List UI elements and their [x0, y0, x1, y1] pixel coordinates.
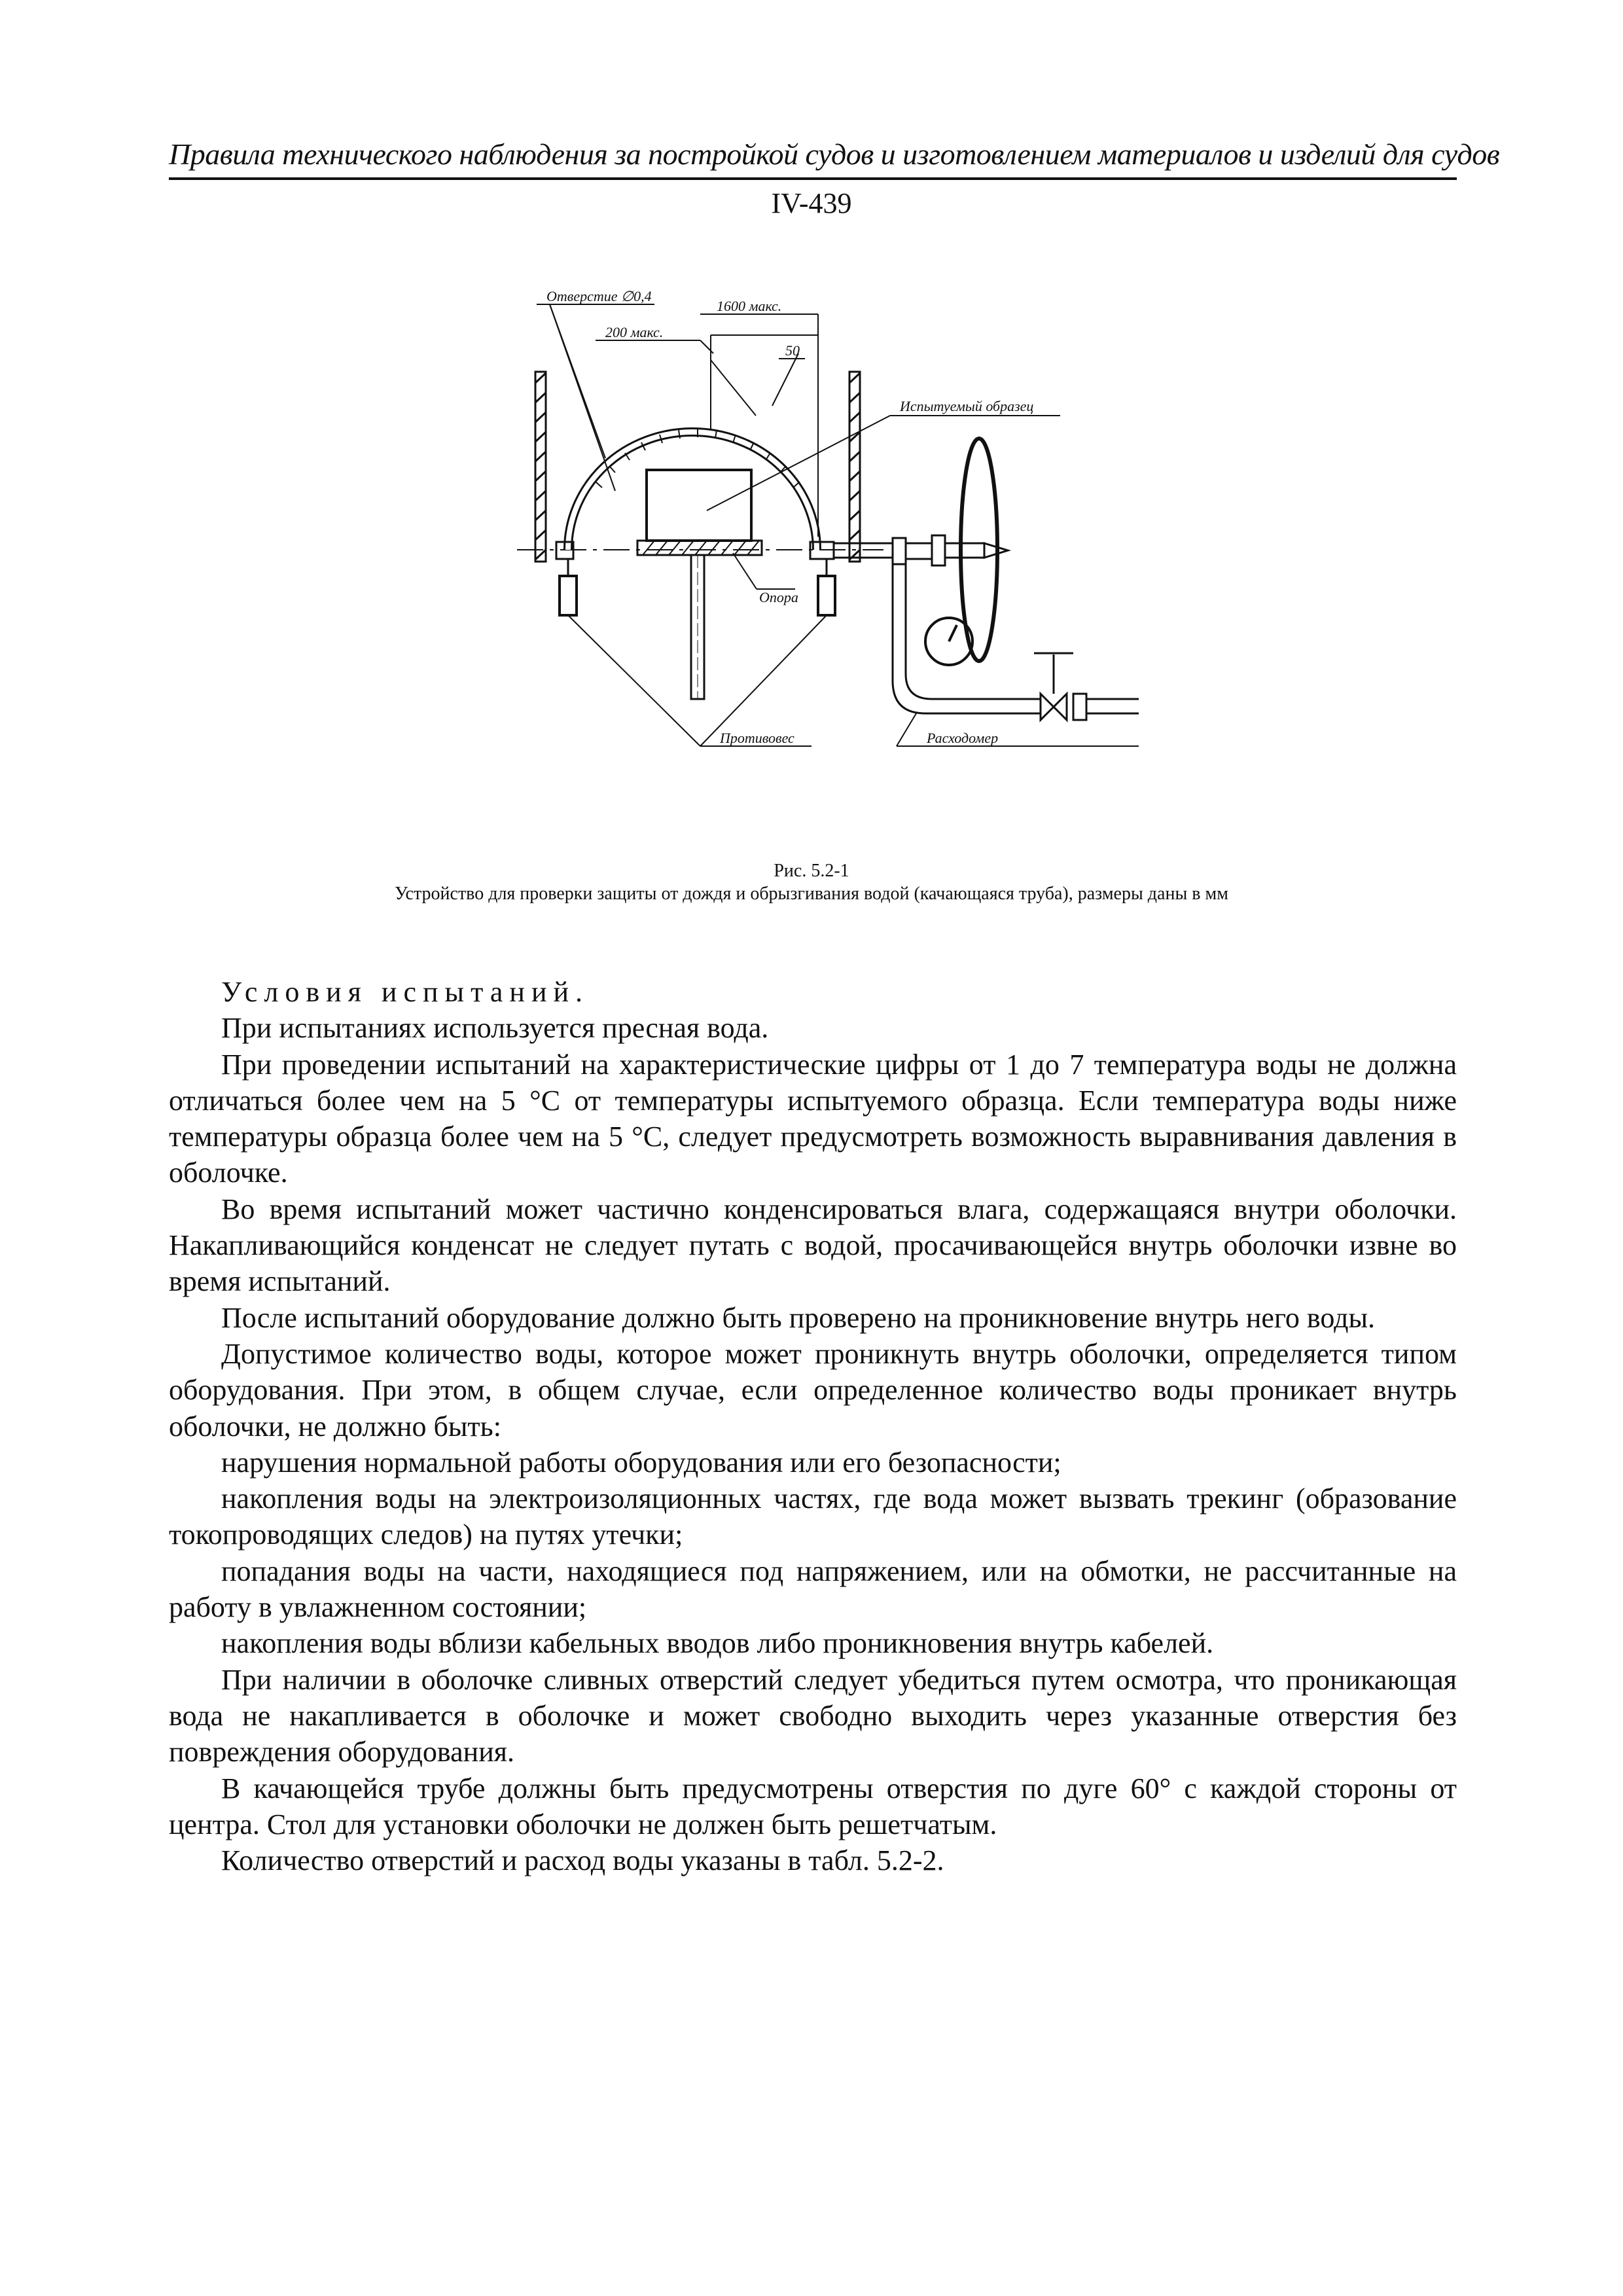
list-item: накопления воды на электроизоляционных частях, где вода может вызвать трекинг (образование токопроводящих следов) на путях утечки; — [169, 1482, 1457, 1551]
running-header-title: Правила технического наблюдения за постройкой судов и изготовлением материалов и изделий для судов — [169, 137, 1500, 171]
header-rule — [169, 177, 1457, 180]
oscillating-tube-arc — [568, 432, 817, 550]
list-item: накопления воды вблизи кабельных вводов либо проникновения внутрь кабелей. — [221, 1627, 1214, 1660]
label-hole: Отверстие ∅0,4 — [546, 288, 652, 304]
handwheel — [961, 439, 997, 661]
right-wall — [849, 372, 860, 562]
body-text — [169, 974, 1457, 1878]
figure-oscillating-tube-device — [497, 262, 1152, 785]
paragraph: При наличии в оболочке сливных отверстий следует убедиться путем осмотра, что проникающая вода не накапливается в оболочке и может свободно выходить через указанные отверстия без повреждения оборудования. — [169, 1663, 1457, 1768]
label-dim-50: 50 — [785, 342, 800, 359]
figure-caption-number: Рис. 5.2-1 — [774, 861, 849, 881]
support-table — [637, 541, 762, 555]
valve — [1034, 653, 1139, 720]
label-counterweight: Противовес — [720, 730, 794, 746]
figure-caption-text: Устройство для проверки защиты от дождя и обрызгивания водой (качающаяся труба), размеры даны в мм — [395, 884, 1228, 904]
paragraph: Количество отверстий и расход воды указаны в табл. 5.2-2. — [221, 1844, 944, 1877]
section-heading: Условия испытаний. — [221, 976, 590, 1008]
paragraph: При испытаниях используется пресная вода. — [221, 1012, 769, 1045]
test-sample-box — [647, 470, 751, 541]
label-dim-200: 200 макс. — [605, 324, 664, 340]
paragraph: Во время испытаний может частично конденсироваться влага, содержащаяся внутри оболочки. Накапливающийся конденсат не следует путать с водой, просачивающейся внутрь оболочки извне во время испытаний. — [169, 1193, 1457, 1298]
left-counterweight — [560, 576, 577, 615]
right-counterweight — [818, 576, 835, 615]
label-dim-1600: 1600 макс. — [717, 298, 782, 314]
paragraph: В качающейся трубе должны быть предусмотрены отверстия по дуге 60° с каждой стороны от центра. Стол для установки оболочки не должен быть решетчатым. — [169, 1772, 1457, 1840]
label-flowmeter: Расходомер — [927, 730, 999, 746]
label-support: Опора — [759, 589, 798, 605]
list-item: нарушения нормальной работы оборудования или его безопасности; — [221, 1446, 1061, 1479]
paragraph: Допустимое количество воды, которое может проникнуть внутрь оболочки, определяется типом оборудования. При этом, в общем случае, если определенное количество воды проникает внутрь оболочки, не должно быть: — [169, 1337, 1457, 1443]
left-wall — [535, 372, 546, 562]
label-test-sample: Испытуемый образец — [900, 398, 1034, 414]
paragraph: После испытаний оборудование должно быть проверено на проникновение внутрь него воды. — [221, 1301, 1376, 1334]
page-number: IV-439 — [771, 187, 852, 219]
list-item: попадания воды на части, находящиеся под напряжением, или на обмотки, не рассчитанные на работу в увлажненном состоянии; — [169, 1554, 1457, 1624]
device-drawing — [497, 262, 1152, 785]
paragraph: При проведении испытаний на характеристические цифры от 1 до 7 температура воды не должна отличаться более чем на 5 °С от температуры испытуемого образца. Если температура воды ниже температуры образца более чем на 5 °С, следует предусмотреть возможность выравнивания давления в оболочке. — [169, 1048, 1457, 1189]
